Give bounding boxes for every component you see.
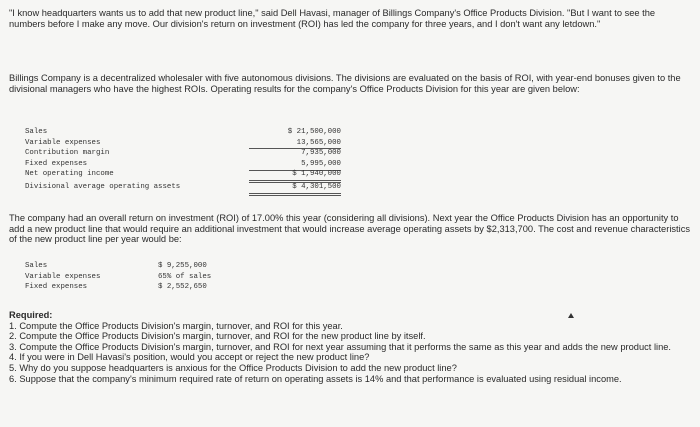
row-label: Fixed expenses <box>25 159 88 168</box>
row-label: Sales <box>25 128 48 136</box>
row-label: Variable expenses <box>25 272 101 281</box>
row-value: $ 2,552,650 <box>158 283 207 292</box>
required-item-1: 1. Compute the Office Products Division's margin, turnover, and ROI for this year. <box>9 320 343 331</box>
row-label: Sales <box>25 262 48 270</box>
row-value: $ 21,500,000 <box>287 128 341 136</box>
row-value: $ 1,940,000 <box>249 170 341 183</box>
intro-paragraph-2: Billings Company is a decentralized wholesaler with five autonomous divisions. The divisions are evaluated on the basis of ROI, with year-end bonuses given to the divisional managers who have the highest ROIs. Operating results for the company's Office Products Division for this year are given below: <box>9 73 681 94</box>
required-item-6: 6. Suppose that the company's minimum required rate of return on operating assets is 14% and that performance is evaluated using residual income. <box>9 373 622 384</box>
row-value: $ 4,301,500 <box>249 183 341 196</box>
required-heading: Required: <box>9 310 53 320</box>
required-item-3: 3. Compute the Office Products Division's margin, turnover, and ROI for next year assuming that it performs the same as this year and adds the new product line. <box>9 341 672 352</box>
row-label: Net operating income <box>25 170 114 179</box>
required-section <box>9 310 681 384</box>
roi-paragraph: The company had an overall return on investment (ROI) of 17.00% this year (considering all divisions). Next year the Office Products Division has an opportunity to add a new product line that would require an additional investment that would increase average operating assets by $2,313,700. The cost and revenue characteristics of the new product line per year would be: <box>9 213 690 245</box>
row-label: Divisional average operating assets <box>25 182 181 191</box>
mouse-pointer-icon <box>568 313 574 318</box>
row-value: 13,565,000 <box>249 139 341 150</box>
row-value: 65% of sales <box>158 272 212 281</box>
row-label: Contribution margin <box>25 149 110 158</box>
required-item-2: 2. Compute the Office Products Division's margin, turnover, and ROI for the new product line by itself. <box>9 331 426 342</box>
required-item-4: 4. If you were in Dell Havasi's position, would you accept or reject the new product line? <box>9 352 370 363</box>
row-value: $ 9,255,000 <box>158 262 207 270</box>
row-value: 5,995,000 <box>249 160 341 171</box>
row-label: Fixed expenses <box>25 283 88 292</box>
required-item-5: 5. Why do you suppose headquarters is anxious for the Office Products Division to add the new product line? <box>9 362 457 373</box>
row-value: 7,935,000 <box>301 149 341 158</box>
intro-paragraph-1: "I know headquarters wants us to add that new product line," said Dell Havasi, manager of Billings Company's Office Products Division. "But I want to see the numbers before I make any move. Our division's return on investment (ROI) has led the company for three years, and I don't want any letdown." <box>9 8 656 29</box>
row-label: Variable expenses <box>25 138 101 147</box>
